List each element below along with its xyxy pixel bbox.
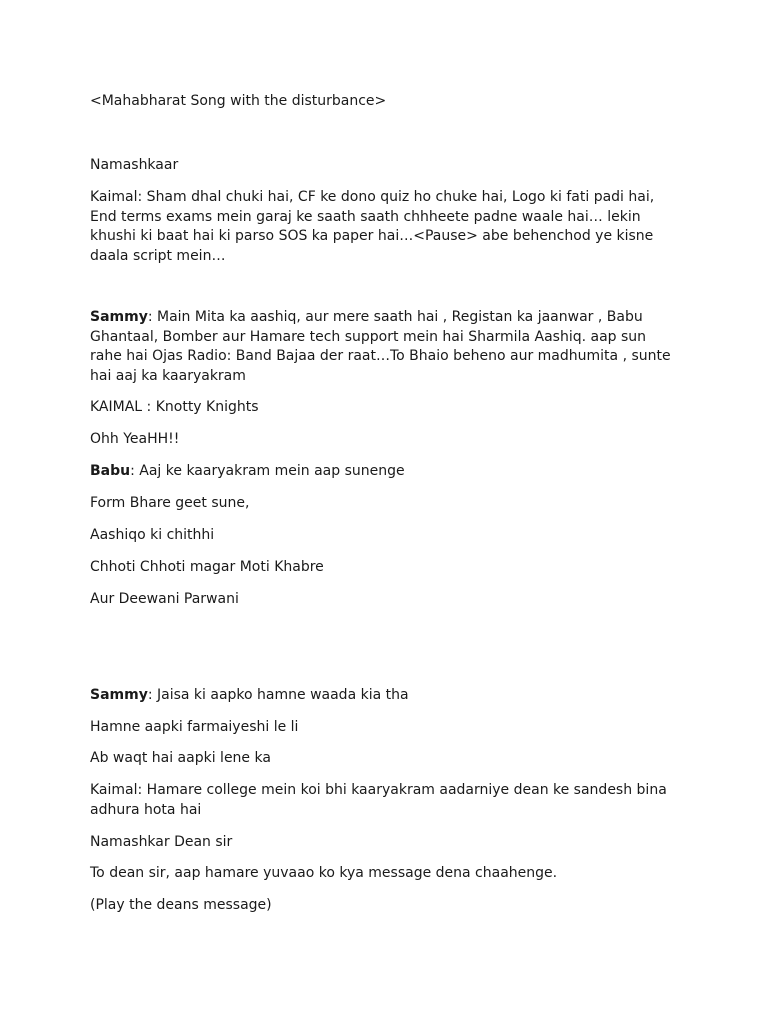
program-item: Aur Deewani Parwani xyxy=(90,591,239,607)
babu-line xyxy=(90,462,680,482)
greeting-line: Namashkaar xyxy=(90,157,179,173)
speaker-name: Sammy xyxy=(90,687,148,703)
play-direction-line: (Play the deans message) xyxy=(90,897,272,913)
speaker-name: Sammy xyxy=(90,309,148,325)
dialogue-text: : Jaisa ki aapko hamne waada kia tha xyxy=(147,687,409,703)
speaker-name: Babu xyxy=(90,463,131,479)
ohh-yeah-line: Ohh YeaHH!! xyxy=(90,431,180,447)
namashkar-dean-line: Namashkar Dean sir xyxy=(90,834,233,850)
farmaiyeshi-line: Hamne aapki farmaiyeshi le li xyxy=(90,719,299,735)
dean-question-line: To dean sir, aap hamare yuvaao ko kya message dena chaahenge. xyxy=(90,865,558,881)
waqt-line: Ab waqt hai aapki lene ka xyxy=(90,750,271,766)
program-item: Chhoti Chhoti magar Moti Khabre xyxy=(90,559,324,575)
program-item: Form Bhare geet sune, xyxy=(90,495,250,511)
sammy-intro-paragraph xyxy=(90,308,680,386)
kaimal-knights-line: KAIMAL : Knotty Knights xyxy=(90,399,259,415)
program-item: Aashiqo ki chithhi xyxy=(90,527,215,543)
stage-direction-top: <Mahabharat Song with the disturbance> xyxy=(90,93,387,109)
dialogue-text: : Aaj ke kaaryakram mein aap sunenge xyxy=(130,463,405,479)
kaimal-intro-paragraph: Kaimal: Sham dhal chuki hai, CF ke dono quiz ho chuke hai, Logo ki fati padi hai, End terms exams mein garaj ke saath saath chhheete padne waale hai… lekin khushi ki baat hai ki parso SOS ka paper hai…<Pause> abe behenchod ye kisne daala script mein… xyxy=(90,189,655,264)
kaimal-dean-paragraph: Kaimal: Hamare college mein koi bhi kaaryakram aadarniye dean ke sandesh bina adhura hota hai xyxy=(90,782,667,818)
sammy-promise-line xyxy=(90,686,680,706)
dialogue-text: : Main Mita ka aashiq, aur mere saath hai , Registan ka jaanwar , Babu Ghantaal, Bomber aur Hamare tech support mein hai Sharmila Aashiq. aap sun rahe hai Ojas Radio: Band Bajaa der raat…To Bhaio beheno aur madhumita , sunte hai aaj ka kaaryakram xyxy=(90,309,671,384)
